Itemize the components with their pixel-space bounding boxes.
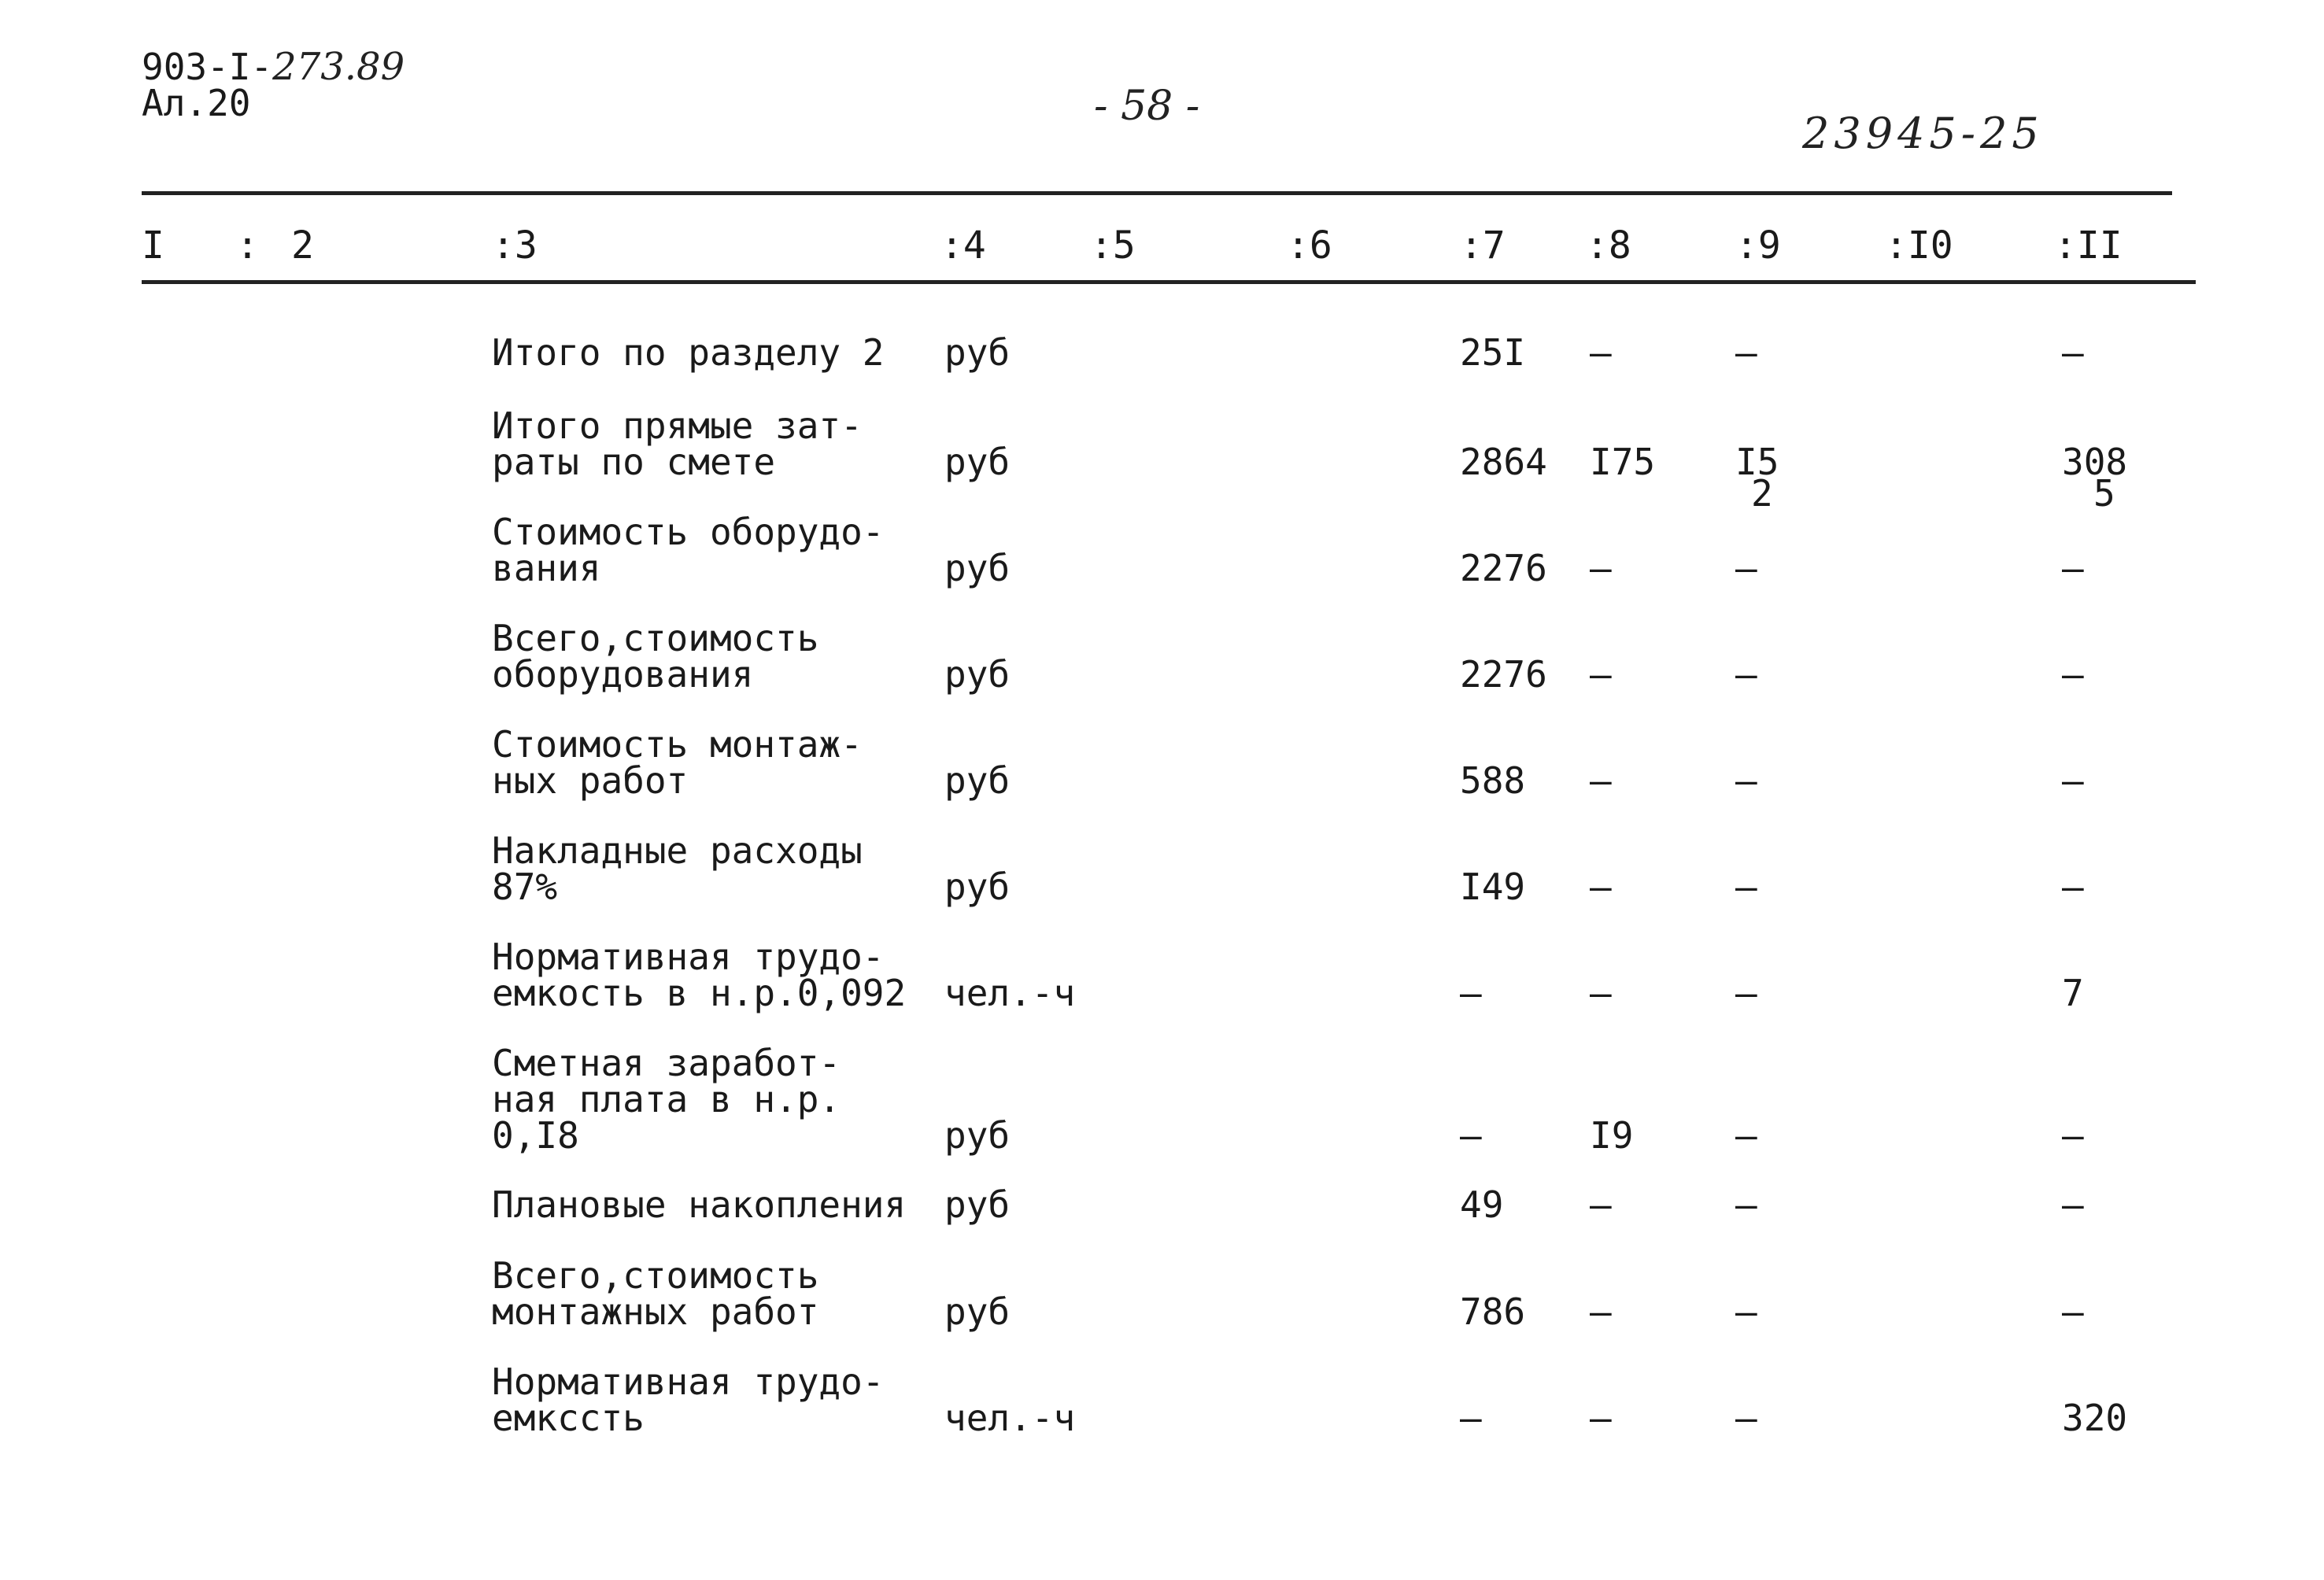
row-unit: руб [944, 547, 1011, 589]
cell-col8: – [1590, 1183, 1612, 1226]
archive-stamp-number: 23945-25 [1802, 109, 2044, 158]
cell-col8: – [1590, 759, 1612, 802]
column-header-4: :3 [492, 223, 538, 268]
row-label-line: Плановые накопления [492, 1183, 907, 1226]
row-unit: руб [944, 653, 1011, 696]
cell-col7: – [1460, 1114, 1482, 1157]
cell-col8: – [1590, 331, 1612, 374]
cell-col11: – [2062, 1290, 2084, 1333]
document-code-handwritten: 273.89 [272, 45, 405, 89]
row-label-line: Нормативная трудо- [492, 1360, 885, 1403]
row-label-line: Сметная заработ- [492, 1042, 841, 1084]
page-number: - 58 - [1094, 83, 1200, 130]
row-label-line: ная плата в н.р. [492, 1078, 841, 1120]
cell-col8: – [1590, 547, 1612, 589]
row-label-line: монтажных работ [492, 1290, 819, 1333]
cell-col7: 786 [1460, 1290, 1526, 1333]
column-header-8: :7 [1460, 223, 1506, 268]
row-label-line: Всего,стоимость [492, 1254, 819, 1297]
cell-col7: 2276 [1460, 547, 1547, 589]
row-label-line: 87% [492, 866, 558, 908]
sheet-label: Ал.20 [142, 82, 251, 124]
column-header-9: :8 [1586, 223, 1631, 268]
row-unit: чел.-ч [944, 1397, 1076, 1439]
row-label-line: Всего,стоимость [492, 617, 819, 659]
row-unit: руб [944, 441, 1011, 483]
cell-col11: – [2062, 653, 2084, 696]
cell-col7: I49 [1460, 866, 1526, 908]
cell-col8: – [1590, 653, 1612, 696]
cell-col11: 308 [2062, 441, 2128, 483]
row-unit: чел.-ч [944, 972, 1076, 1014]
row-unit: руб [944, 866, 1011, 908]
cell-col8: – [1590, 1290, 1612, 1333]
row-label-line: раты по смете [492, 441, 776, 483]
cell-col11: – [2062, 866, 2084, 908]
cell-col8: I75 [1590, 441, 1656, 483]
cell-col11: – [2062, 331, 2084, 374]
cell-col9: – [1735, 1397, 1757, 1439]
cell-col9: – [1735, 972, 1757, 1014]
cell-col11: – [2062, 759, 2084, 802]
cell-col7: – [1460, 1397, 1482, 1439]
cell-col7: 49 [1460, 1183, 1504, 1226]
cell-col8: – [1590, 1397, 1612, 1439]
column-header-5: :4 [940, 223, 986, 268]
row-label-line: емксcть [492, 1397, 645, 1439]
row-unit: руб [944, 1183, 1011, 1226]
row-label-line: оборудования [492, 653, 754, 696]
row-label-line: емкость в н.р.0,092 [492, 972, 907, 1014]
header-bottom-rule [142, 280, 2196, 284]
row-label-line: Накладные расходы [492, 829, 863, 872]
row-unit: руб [944, 759, 1011, 802]
row-label-line: Стоимость оборудо- [492, 511, 885, 553]
cell-col11-wrap: 5 [2093, 472, 2115, 515]
cell-col7: 25I [1460, 331, 1526, 374]
row-label-line: Стоимость монтаж- [492, 723, 863, 766]
cell-col9: – [1735, 866, 1757, 908]
row-unit: руб [944, 331, 1011, 374]
cell-col7: 588 [1460, 759, 1526, 802]
cell-col9: – [1735, 1183, 1757, 1226]
document-code-printed: 903-I- [142, 46, 273, 88]
cell-col9: – [1735, 1114, 1757, 1157]
cell-col7: 2276 [1460, 653, 1547, 696]
cell-col9: I5 [1735, 441, 1779, 483]
row-label-line: Нормативная трудо- [492, 936, 885, 978]
cell-col7: 2864 [1460, 441, 1547, 483]
column-header-11: :I0 [1885, 223, 1953, 268]
cell-col11: 7 [2062, 972, 2084, 1014]
row-label-line: ных работ [492, 759, 689, 802]
row-label-line: вания [492, 547, 601, 589]
column-header-3: 2 [291, 223, 314, 268]
cell-col9: – [1735, 653, 1757, 696]
column-header-2: : [236, 223, 259, 268]
cell-col9-wrap: 2 [1751, 472, 1773, 515]
cell-col9: – [1735, 1290, 1757, 1333]
row-unit: руб [944, 1114, 1011, 1157]
cell-col11: – [2062, 1114, 2084, 1157]
row-label-line: 0,I8 [492, 1114, 579, 1157]
column-header-7: :6 [1287, 223, 1332, 268]
cell-col7: – [1460, 972, 1482, 1014]
cell-col9: – [1735, 547, 1757, 589]
cell-col8: – [1590, 866, 1612, 908]
column-header-6: :5 [1090, 223, 1136, 268]
column-header-10: :9 [1735, 223, 1781, 268]
column-header-12: :II [2054, 223, 2123, 268]
header-top-rule [142, 191, 2172, 195]
cell-col11: – [2062, 1183, 2084, 1226]
cell-col11: – [2062, 547, 2084, 589]
document-code [142, 47, 405, 87]
column-header-1: I [142, 223, 164, 268]
cell-col8: I9 [1590, 1114, 1634, 1157]
row-label-line: Итого прямые зат- [492, 404, 863, 447]
cell-col9: – [1735, 331, 1757, 374]
cell-col11: 320 [2062, 1397, 2128, 1439]
row-label-line: Итого по разделу 2 [492, 331, 885, 374]
cell-col9: – [1735, 759, 1757, 802]
cell-col8: – [1590, 972, 1612, 1014]
row-unit: руб [944, 1290, 1011, 1333]
